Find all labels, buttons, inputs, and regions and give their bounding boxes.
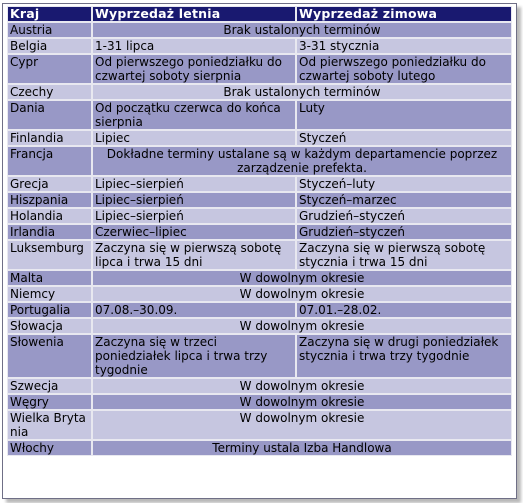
table-row — [7, 240, 512, 270]
winter-sale-cell: Grudzień–styczeń — [296, 224, 512, 240]
table-row — [7, 100, 512, 130]
sale-period-merged-cell: W dowolnym okresie — [92, 410, 512, 440]
table-row — [7, 84, 512, 100]
table-row — [7, 146, 512, 176]
country-cell: Dania — [7, 100, 92, 130]
country-cell: Słowenia — [7, 334, 92, 378]
country-cell: Węgry — [7, 394, 92, 410]
sale-period-merged-cell: Brak ustalonych terminów — [92, 22, 512, 38]
table-row — [7, 286, 512, 302]
country-cell: Malta — [7, 270, 92, 286]
winter-sale-cell: Styczeń–marzec — [296, 192, 512, 208]
table-row — [7, 378, 512, 394]
sale-period-merged-cell: Brak ustalonych terminów — [92, 84, 512, 100]
table-row — [7, 440, 512, 456]
table-row — [7, 192, 512, 208]
table-row — [7, 334, 512, 378]
table-row — [7, 130, 512, 146]
winter-sale-cell: Zaczyna się w drugi poniedziałek stycznia i trwa trzy tygodnie — [296, 334, 512, 378]
country-cell: Słowacja — [7, 318, 92, 334]
country-cell: Czechy — [7, 84, 92, 100]
winter-sale-cell: 3-31 stycznia — [296, 38, 512, 54]
sale-period-merged-cell: W dowolnym okresie — [92, 318, 512, 334]
country-cell: Niemcy — [7, 286, 92, 302]
table-row — [7, 224, 512, 240]
summer-sale-cell: Zaczyna się w pierwszą sobotę lipca i trwa 15 dni — [92, 240, 296, 270]
summer-sale-cell: 1-31 lipca — [92, 38, 296, 54]
sale-period-merged-cell: Terminy ustala Izba Handlowa — [92, 440, 512, 456]
winter-sale-cell: Od pierwszego poniedziałku do czwartej soboty lutego — [296, 54, 512, 84]
country-cell: Holandia — [7, 208, 92, 224]
table-row — [7, 54, 512, 84]
country-cell: Szwecja — [7, 378, 92, 394]
country-cell: Cypr — [7, 54, 92, 84]
winter-sale-cell: Luty — [296, 100, 512, 130]
sale-period-merged-cell: W dowolnym okresie — [92, 378, 512, 394]
winter-sale-cell: Zaczyna się w pierwszą sobotę stycznia i trwa 15 dni — [296, 240, 512, 270]
winter-sale-cell: Grudzień–styczeń — [296, 208, 512, 224]
winter-sale-cell: Styczeń–luty — [296, 176, 512, 192]
summer-sale-cell: Czerwiec–lipiec — [92, 224, 296, 240]
header-row — [7, 6, 512, 22]
country-cell: Austria — [7, 22, 92, 38]
table-row — [7, 38, 512, 54]
country-cell: Portugalia — [7, 302, 92, 318]
country-cell: Grecja — [7, 176, 92, 192]
header-winter-sale: Wyprzedaż zimowa — [296, 6, 512, 22]
country-cell: Luksemburg — [7, 240, 92, 270]
country-cell: Finlandia — [7, 130, 92, 146]
sale-period-merged-cell: W dowolnym okresie — [92, 394, 512, 410]
table-row — [7, 176, 512, 192]
header-country: Kraj — [7, 6, 92, 22]
winter-sale-cell: Styczeń — [296, 130, 512, 146]
table-frame — [2, 3, 517, 499]
sale-period-merged-cell: Dokładne terminy ustalane są w każdym departamencie poprzez zarządzenie prefekta. — [92, 146, 512, 176]
table-row — [7, 318, 512, 334]
summer-sale-cell: Lipiec–sierpień — [92, 208, 296, 224]
header-summer-sale: Wyprzedaż letnia — [92, 6, 296, 22]
table-row — [7, 410, 512, 440]
table-row — [7, 302, 512, 318]
table-row — [7, 208, 512, 224]
country-cell: Włochy — [7, 440, 92, 456]
summer-sale-cell: 07.08.–30.09. — [92, 302, 296, 318]
winter-sale-cell: 07.01.–28.02. — [296, 302, 512, 318]
country-cell: Francja — [7, 146, 92, 176]
summer-sale-cell: Od pierwszego poniedziałku do czwartej soboty sierpnia — [92, 54, 296, 84]
country-cell: Hiszpania — [7, 192, 92, 208]
summer-sale-cell: Od początku czerwca do końca sierpnia — [92, 100, 296, 130]
summer-sale-cell: Lipiec–sierpień — [92, 176, 296, 192]
sales-periods-table — [7, 6, 512, 456]
summer-sale-cell: Zaczyna się w trzeci poniedziałek lipca i trwa trzy tygodnie — [92, 334, 296, 378]
table-row — [7, 270, 512, 286]
summer-sale-cell: Lipiec — [92, 130, 296, 146]
country-cell: Wielka Brytania — [7, 410, 92, 440]
summer-sale-cell: Lipiec–sierpień — [92, 192, 296, 208]
table-row — [7, 394, 512, 410]
table-row — [7, 22, 512, 38]
table-body — [7, 22, 512, 456]
sale-period-merged-cell: W dowolnym okresie — [92, 270, 512, 286]
sale-period-merged-cell: W dowolnym okresie — [92, 286, 512, 302]
country-cell: Belgia — [7, 38, 92, 54]
country-cell: Irlandia — [7, 224, 92, 240]
